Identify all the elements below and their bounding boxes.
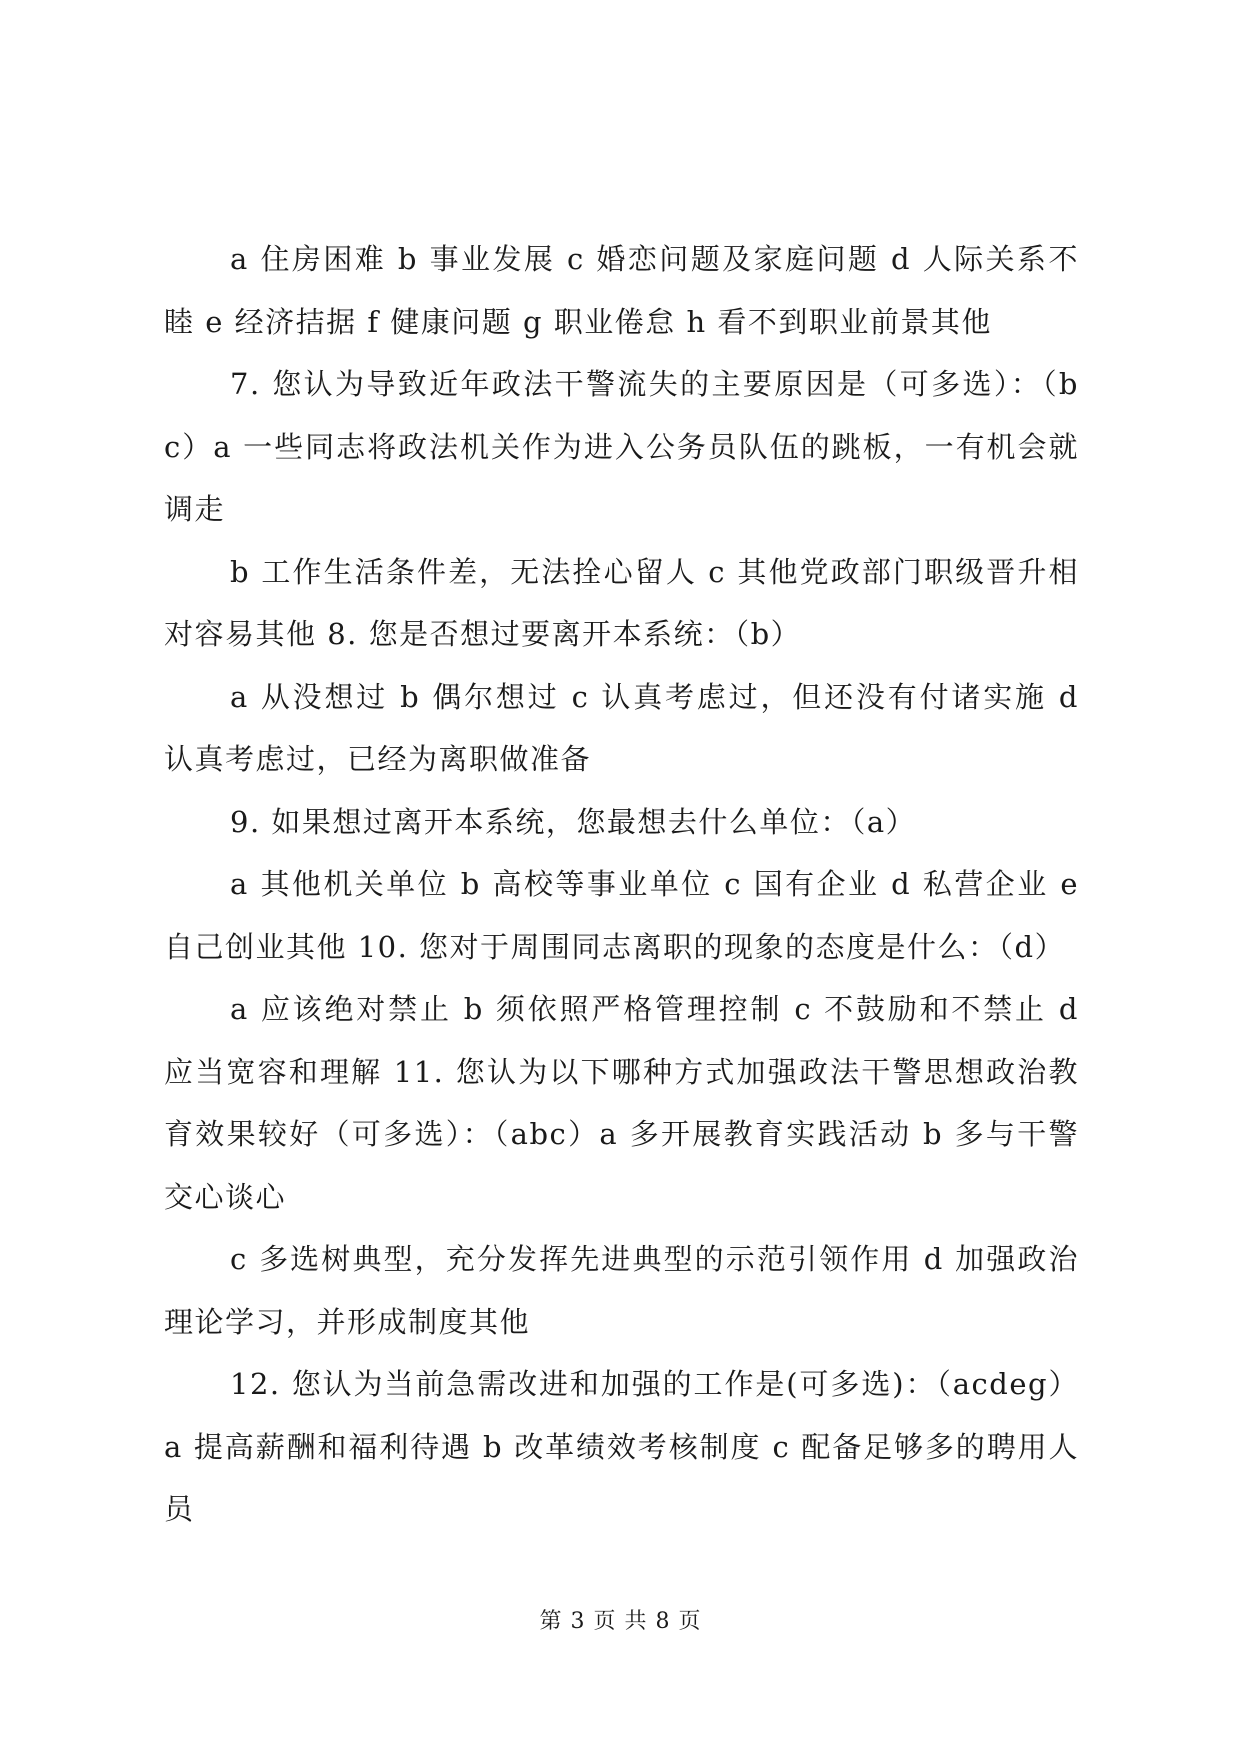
paragraph-2: 7. 您认为导致近年政法干警流失的主要原因是（可多选）：（bc）a 一些同志将政法机关作为进入公务员队伍的跳板，一有机会就调走 [164,367,1079,526]
paragraph-3: b 工作生活条件差，无法拴心留人 c 其他党政部门职级晋升相对容易其他 8. 您是否想过要离开本系统：（b） [164,554,1079,651]
paragraph-8: c 多选树典型，充分发挥先进典型的示范引领作用 d 加强政治理论学习，并形成制度其他 [164,1242,1079,1339]
paragraph-4: a 从没想过 b 偶尔想过 c 认真考虑过，但还没有付诸实施 d 认真考虑过，已经为离职做准备 [164,679,1079,776]
paragraph-1: a 住房困难 b 事业发展 c 婚恋问题及家庭问题 d 人际关系不睦 e 经济拮据 f 健康问题 g 职业倦怠 h 看不到职业前景其他 [164,242,1079,339]
paragraph-5: 9. 如果想过离开本系统，您最想去什么单位：（a） [230,804,917,839]
paragraph-7: a 应该绝对禁止 b 须依照严格管理控制 c 不鼓励和不禁止 d 应当宽容和理解 11. 您认为以下哪种方式加强政法干警思想政治教育效果较好（可多选）：（abc）a 多开展教育实践活动 b 多与干警交心谈心 [164,992,1079,1214]
page-number-footer: 第 3 页 共 8 页 [539,1609,702,1634]
document-body [164,228,1079,1541]
paragraph-9: 12. 您认为当前急需改进和加强的工作是(可多选)：（acdeg）a 提高薪酬和福利待遇 b 改革绩效考核制度 c 配备足够多的聘用人员 [164,1367,1079,1526]
paragraph-6: a 其他机关单位 b 高校等事业单位 c 国有企业 d 私营企业 e 自己创业其他 10. 您对于周围同志离职的现象的态度是什么：（d） [164,867,1079,964]
